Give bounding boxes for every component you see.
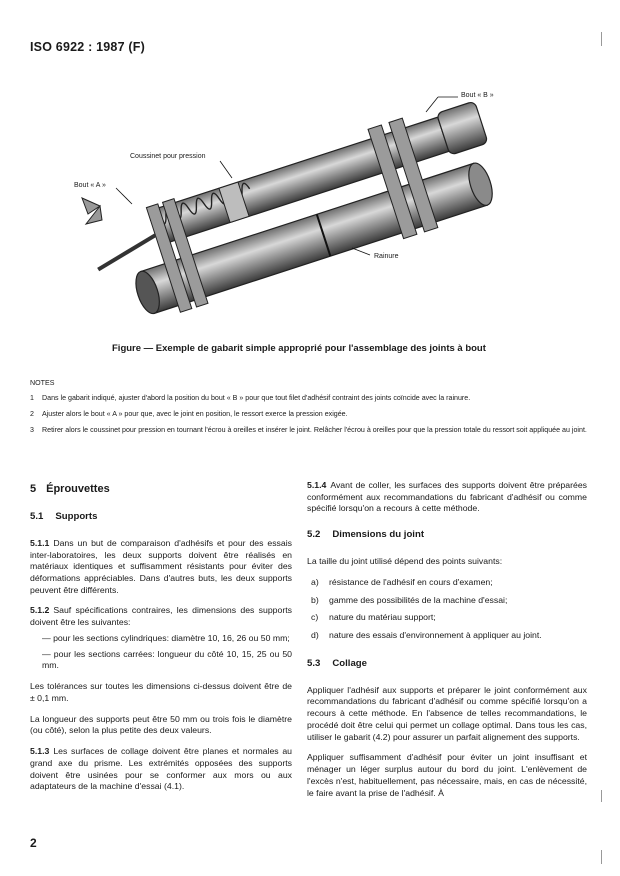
paragraph-5-1-1: 5.1.1 Dans un but de comparaison d'adhésifs et pour des essais inter-laboratoires, les deux supports doivent être réalisés en matériaux identiques et suffisamment résistants pour éviter des déformations appréciables. Dans d'autres buts, les deux supports peuvent être différents. — [30, 537, 292, 595]
paragraph-5-3-b: Appliquer suffisamment d'adhésif pour éviter un joint insuffisant et ménager un léger surplus autour du bord du joint. L'enlèvement de l'excès n'est, habituellement, pas nécessaire, mais, en cas de nécessité, le faire avant la prise de l'adhésif. À — [307, 752, 587, 798]
paragraph-length: La longueur des supports peut être 50 mm ou trois fois le diamètre (ou côté), selon la plus petite des deux valeurs. — [30, 713, 292, 736]
dash-item-cylindrical: — pour les sections cylindriques: diamètre 10, 16, 26 ou 50 mm; — [42, 632, 290, 643]
left-column — [30, 482, 292, 802]
page-number: 2 — [30, 836, 37, 850]
section-5-3-heading: 5.3 Collage — [307, 657, 367, 669]
notes-block — [30, 379, 605, 441]
margin-mark — [601, 850, 602, 864]
paragraph-5-3-a: Appliquer l'adhésif aux supports et préparer le joint conformément aux recommandations du fabricant d'adhésif ou comme spécifié lorsqu'on a recours à cette méthode. En l'absence de telles recommandations, le procédé doit être celui qui permet un collage optimal. Dans tous les cas, utiliser le gabarit (4.2) pour assurer un parfait alignement des supports. — [307, 684, 587, 742]
label-rainure: Rainure — [374, 253, 399, 260]
section-5-1-heading: 5.1 Supports — [30, 510, 98, 522]
paragraph-5-2: La taille du joint utilisé dépend des points suivants: — [307, 556, 503, 567]
document-header: ISO 6922 : 1987 (F) — [30, 40, 145, 54]
section-5-heading: 5 Éprouvettes — [30, 483, 110, 495]
margin-mark — [601, 790, 602, 802]
list-item: a) résistance de l'adhésif en cours d'examen; — [311, 576, 493, 587]
note-item: 1 Dans le gabarit indiqué, ajuster d'abord la position du bout « B » pour que tout filet d'adhésif contraint des joints coïncide avec la rainure. — [30, 393, 471, 402]
figure-jig-illustration — [60, 88, 550, 328]
paragraph-5-1-2: 5.1.2 Sauf spécifications contraires, les dimensions des supports doivent être les suivantes: — [30, 605, 292, 628]
paragraph-5-1-3: 5.1.3 Les surfaces de collage doivent être planes et normales au grand axe du prisme. Les extrémités opposées des supports doivent être usinées pour se conformer aux mors ou aux adaptateurs de la machine d'essai (4.1). — [30, 746, 292, 792]
section-5-2-heading: 5.2 Dimensions du joint — [307, 529, 425, 541]
jig-drawing — [60, 88, 550, 328]
figure-caption: Figure — Exemple de gabarit simple approprié pour l'assemblage des joints à bout — [112, 343, 486, 354]
list-item: d) nature des essais d'environnement à appliquer au joint. — [311, 630, 542, 641]
notes-heading: NOTES — [30, 379, 55, 387]
list-item: c) nature du matériau support; — [311, 612, 436, 623]
note-item: 3 Retirer alors le coussinet pour pression en tournant l'écrou à oreilles et insérer le joint. Relâcher l'écrou à oreilles pour que la pression totale du ressort soit appliquée au joint. — [30, 425, 587, 434]
right-column — [307, 480, 587, 808]
list-item: b) gamme des possibilités de la machine d'essai; — [311, 594, 508, 605]
paragraph-tolerance: Les tolérances sur toutes les dimensions ci-dessus doivent être de ± 0,1 mm. — [30, 681, 292, 703]
label-bout-a: Bout « A » — [74, 182, 106, 189]
note-item: 2 Ajuster alors le bout « A » pour que, avec le joint en position, le ressort exerce la pression exigée. — [30, 409, 348, 418]
dash-item-square: — pour les sections carrées: longueur du côté 10, 15, 25 ou 50 mm. — [42, 648, 292, 671]
label-coussinet: Coussinet pour pression — [130, 153, 206, 160]
label-bout-b: Bout « B » — [461, 92, 494, 99]
paragraph-5-1-4: 5.1.4 Avant de coller, les surfaces des supports doivent être préparées conformément aux recommandations du fabricant d'adhésif ou comme spécifié lorsqu'on a recours à cette méthode. — [307, 480, 587, 514]
margin-mark — [601, 32, 602, 46]
